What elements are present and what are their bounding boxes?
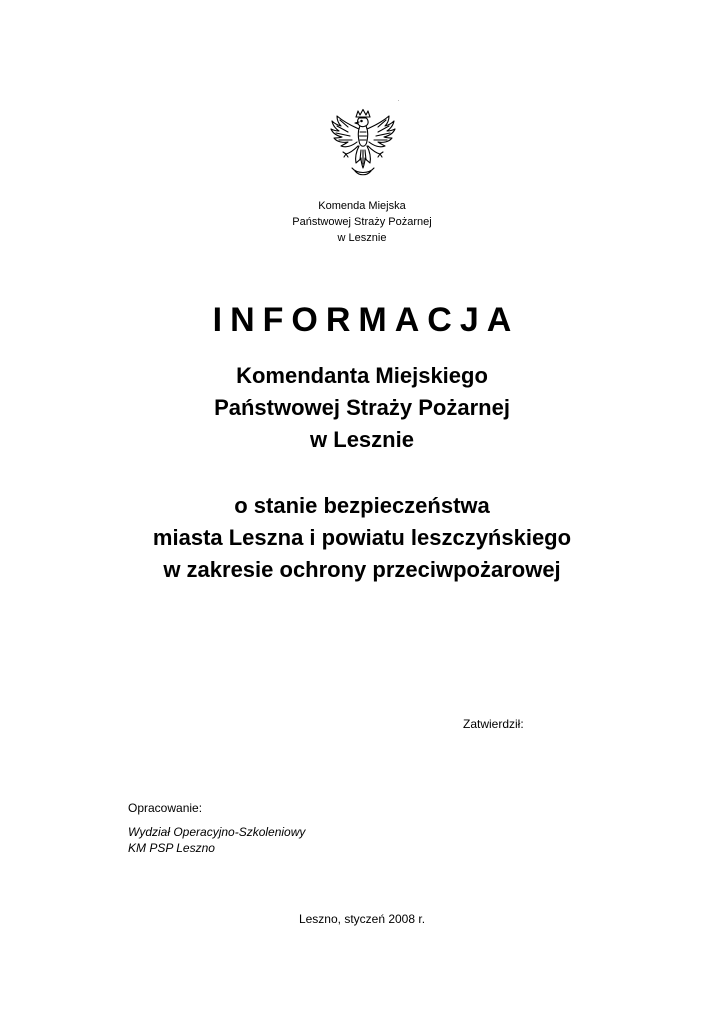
place-and-date: Leszno, styczeń 2008 r. (298, 912, 426, 926)
scan-dot (398, 100, 399, 101)
topic-line-1: o stanie bezpieczeństwa (234, 493, 490, 518)
institution-line-3: w Lesznie (337, 232, 387, 244)
prepared-unit: KM PSP Leszno (128, 841, 215, 855)
institution-header (0, 198, 724, 246)
approved-by-label: Zatwierdził: (463, 717, 524, 731)
document-subtitle (0, 360, 724, 456)
topic-line-3: w zakresie ochrony przeciwpożarowej (163, 557, 561, 582)
prepared-department: Wydział Operacyjno-Szkoleniowy (128, 825, 306, 839)
document-title: INFORMACJA (212, 301, 520, 339)
subtitle-line-2: Państwowej Straży Pożarnej (214, 395, 510, 420)
document-topic (0, 490, 724, 586)
prepared-by-block (128, 800, 305, 856)
institution-line-2: Państwowej Straży Pożarnej (292, 216, 432, 228)
topic-line-2: miasta Leszna i powiatu leszczyńskiego (152, 525, 572, 550)
subtitle-line-1: Komendanta Miejskiego (236, 363, 488, 388)
subtitle-line-3: w Lesznie (310, 427, 414, 452)
institution-line-1: Komenda Miejska (318, 200, 406, 212)
prepared-label: Opracowanie: (128, 801, 203, 815)
polish-eagle-emblem-icon (328, 108, 398, 182)
